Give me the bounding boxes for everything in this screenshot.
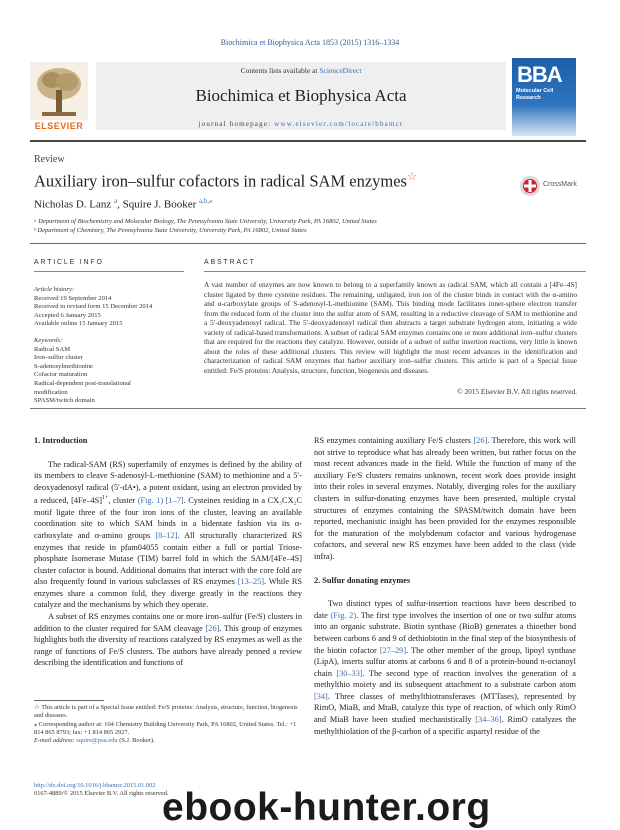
author-name: Nicholas D. Lanz: [34, 198, 112, 211]
sciencedirect-link[interactable]: ScienceDirect: [319, 66, 362, 75]
article-info: [34, 286, 164, 406]
intro-paragraph-continued: [314, 435, 576, 563]
history-item: Accepted 6 January 2015: [34, 311, 101, 319]
text-run: . Cysteines residing in a CX₃CX₂C motif ligate three of the four iron ions of the cluster, leaving an available coordination site to which SAM binds in a bidentate fashion via its α-carboxylate and α-amino groups: [34, 496, 302, 540]
intro-paragraph-1: [34, 459, 302, 611]
contents-line: [96, 66, 506, 75]
email-suffix: (S.J. Booker).: [117, 737, 155, 745]
text-run: . While RS enzymes share a common fold, they diverge greatly in the reactions they catalyze and the mechanisms by which they operate.: [34, 577, 303, 610]
title-footnote-mark[interactable]: ☆: [406, 171, 417, 183]
footnote-rule: [34, 700, 104, 701]
journal-citation: Biochimica et Biophysica Acta 1853 (2015) 1316–1334: [220, 38, 400, 47]
superscript: 1+: [102, 495, 109, 502]
journal-title: Biochimica et Biophysica Acta: [195, 86, 407, 105]
citation-link[interactable]: [34]: [314, 691, 328, 701]
doi-block: [34, 782, 169, 799]
article-title-text: Auxiliary iron–sulfur cofactors in radical SAM enzymes: [34, 171, 407, 191]
history-item: Received in revised form 15 December 2014: [34, 303, 153, 311]
cover-subtitle: Molecular Cell Research: [516, 88, 554, 101]
author-list: [34, 197, 213, 211]
homepage-link[interactable]: www.elsevier.com/locate/bbamcr: [274, 120, 404, 128]
affiliation-a: ᵃ Department of Biochemistry and Molecular Biology, The Pennsylvania State University, University Park, PA 16802, United States: [34, 218, 377, 225]
crossmark-badge[interactable]: [519, 175, 579, 197]
cover-title: BBA: [517, 62, 562, 87]
abstract-rule: [204, 271, 586, 272]
issn-line: 0167-4889/© 2015 Elsevier B.V. All rights reserved.: [34, 790, 169, 798]
article-title: [34, 170, 417, 192]
citation-link[interactable]: [27–29]: [379, 645, 407, 655]
intro-paragraph-2: [34, 611, 302, 669]
affiliation-b: ᵇ Department of Chemistry, The Pennsylvania State University, University Park, PA 16802, United States: [34, 227, 307, 234]
text-run: . The first type involves the insertion of one or two sulfur atoms into an organic substrate. Biotin synthase (BioB) generates a thioether bond between carbons 6 and 9 of dethiobiotin in the final step of the biosynthesis of the biotin cofactor: [314, 610, 576, 655]
text-run: . Three classes of methylthiotransferases (MTTases), represented by RimO, MiaB, and MtaB, catalyze this type of reaction, of which only RimO and MiaB have been studied mechanistically: [314, 691, 576, 725]
author-name: Squire J. Booker: [122, 198, 197, 211]
footnote-email: [34, 737, 302, 745]
abstract-bottom-rule: [30, 408, 586, 409]
author-affiliation-mark[interactable]: a,b,⁎: [199, 197, 213, 205]
title-rule: [30, 243, 586, 244]
keyword: Radical-dependent post-translational: [34, 379, 131, 387]
text-run: . The second type of reaction involves the generation of a methylthio moiety and its subsequent attachment to a substrate carbon atom: [314, 668, 576, 690]
abstract-text: A vast number of enzymes are now known to belong to a superfamily known as radical SAM, which all contain a [4Fe–4S] cluster ligated by three cysteine residues. The remaining, unligated, iron ion of the cluster binds in contact with the α-amino and α-carboxylate groups of S-adenosyl-L-methionine (SAM). This binding mode facilitates inner-sphere electron transfer from the reduced form of the cluster into the sulfur atom of SAM, resulting in a reductive cleavage of SAM to methionine and a 5′-deoxyadenosyl radical. The 5′-deoxyadenosyl radical then abstracts a target substrate hydrogen atom, initiating a wide variety of radical-based transformations. A subset of radical SAM enzymes contains one or more additional iron–sulfur clusters that are required for the reactions they catalyze. However, outside of a subset of sulfur insertion reactions, very little is known about the roles of these additional clusters. This review will highlight the most recent advances in the identification and characterization of radical SAM enzymes that harbor auxiliary iron–sulfur clusters. This article is part of a Special Issue entitled: Fe/S proteins: Analysis, structure, function, biogenesis and diseases.: [204, 280, 577, 375]
text-run: . This group of enzymes highlights both the diversity of reactions catalyzed by RS enzymes as well as the range of functions of Fe/S clusters. The authors have already penned a review describing the identification and functions of: [34, 623, 302, 668]
journal-homepage: [96, 120, 506, 128]
history-label: Article history:: [34, 286, 75, 293]
keyword: SPASM/twitch domain: [34, 397, 95, 405]
figure-reference-link[interactable]: (Fig. 1): [137, 496, 164, 506]
citation-link[interactable]: [34–36]: [475, 715, 502, 725]
citation-link[interactable]: [26]: [473, 436, 488, 445]
text-run: RS enzymes containing auxiliary Fe/S clusters: [314, 436, 474, 445]
text-run: . All structurally characterized RS enzymes that reside in pfam04055 contain either a full or partial Triose-phosphate Isomerase Mutase (TIM) barrel fold in which the SAM/[4Fe–4S] cluster cofactor is bound. Additional domains that interact with the core fold are also frequently found in various subclasses of RS enzymes: [34, 530, 302, 587]
publisher-logo-text: ELSEVIER: [34, 121, 84, 131]
article-info-rule: [34, 271, 184, 272]
footnotes: [34, 704, 302, 745]
text-run: . Therefore, this work will not strive to reproduce what has already been written, but rather focus on the most recent advances made in the field. While the function of many of the auxiliary Fe/S clusters remains unknown, recent work does provide insight into their roles in several enzymes. Notably, diverging roles for the auxiliary clusters in sulfur-donating enzymes have been presented, multiple crystal structures of enzymes containing the SPASM/twitch domain have been reported, mechanistic insight has been provided for the enzymes responsible for the maturation of the molybdenum cofactor and various hydrogenase cofactors, and several new RS enzymes have been added to the class (vide infra).: [314, 436, 576, 561]
keywords-label: Keywords:: [34, 336, 63, 344]
email-link[interactable]: squire@psu.edu: [76, 737, 118, 745]
citation-link[interactable]: [13–25]: [237, 577, 265, 587]
crossmark-icon: [519, 175, 541, 197]
doi-link[interactable]: http://dx.doi.org/10.1016/j.bbamcr.2015.01.002: [34, 782, 156, 789]
abstract-copyright: © 2015 Elsevier B.V. All rights reserved.: [457, 387, 577, 396]
history-item: Available online 15 January 2015: [34, 320, 123, 328]
text-run: The radical-SAM (RS) superfamily of enzymes is defined by the ability of its members to cleave S-adenosyl-L-methionine (SAM) to methionine and a 5′-deoxyadenosyl radical (5′-dA•), a potent oxidant, using an electron provided by a reduced, [4Fe–4S]: [34, 459, 302, 506]
sulfur-paragraph-1: [314, 598, 576, 737]
keyword: Cofactor maturation: [34, 371, 88, 379]
right-column: [314, 435, 576, 737]
text-run: Two distinct types of sulfur-insertion reactions have been described to date: [314, 599, 576, 620]
homepage-prefix: journal homepage:: [198, 120, 275, 128]
header-rule: [30, 140, 586, 142]
article-info-heading: ARTICLE INFO: [34, 259, 104, 266]
text-run: . The other member of the group, lipoyl synthase (LipA), inserts sulfur atoms at carbons 6 and 8 of a protein-bound n-octanoyl chain: [314, 645, 576, 678]
citation-link[interactable]: [8–12]: [155, 530, 178, 540]
history-item: Received 19 September 2014: [34, 294, 112, 302]
citation-link[interactable]: [30–33]: [336, 668, 363, 678]
article-type: Review: [34, 154, 65, 165]
footnote-corresponding-author: ⁎ Corresponding author at: 104 Chemistry Building University Park, PA 16802, United States. Tel.: +1 814 865 8793; fax: +1 814 865 2927.: [34, 720, 297, 736]
citation-link[interactable]: [26]: [205, 623, 220, 633]
author-affiliation-mark[interactable]: a: [114, 197, 118, 205]
text-run: A subset of RS enzymes contains one or more iron–sulfur (Fe/S) clusters in addition to the cluster required for SAM cleavage: [34, 612, 302, 633]
citation-link[interactable]: [1–7]: [165, 496, 184, 506]
keyword: S-adenosylmethionine: [34, 362, 93, 370]
text-run: , cluster: [108, 496, 138, 506]
left-column: [34, 435, 302, 669]
email-label: E-mail address:: [34, 737, 77, 745]
keyword: modification: [34, 388, 68, 396]
figure-reference-link[interactable]: (Fig. 2): [330, 610, 357, 620]
journal-cover-image: [512, 58, 576, 136]
contents-prefix: Contents lists available at: [240, 66, 320, 75]
crossmark-label: CrossMark: [543, 181, 577, 188]
keyword: Radical SAM: [34, 345, 71, 353]
author-separator: ,: [117, 198, 123, 211]
section-heading-introduction: 1. Introduction: [34, 436, 88, 445]
abstract-heading: ABSTRACT: [204, 259, 256, 266]
watermark-text: ebook-hunter.org: [162, 786, 491, 829]
footnote-special-issue: ☆ This article is part of a Special Issue entitled: Fe/S proteins: Analysis, structure, function, biogenesis and diseases.: [34, 704, 298, 720]
section-heading-sulfur-donating: 2. Sulfur donating enzymes: [314, 575, 411, 585]
keyword: Iron–sulfur cluster: [34, 354, 83, 362]
text-run: . RimO catalyzes the methylthiolation of the β-carbon of a specific aspartyl residue of the: [314, 715, 576, 736]
